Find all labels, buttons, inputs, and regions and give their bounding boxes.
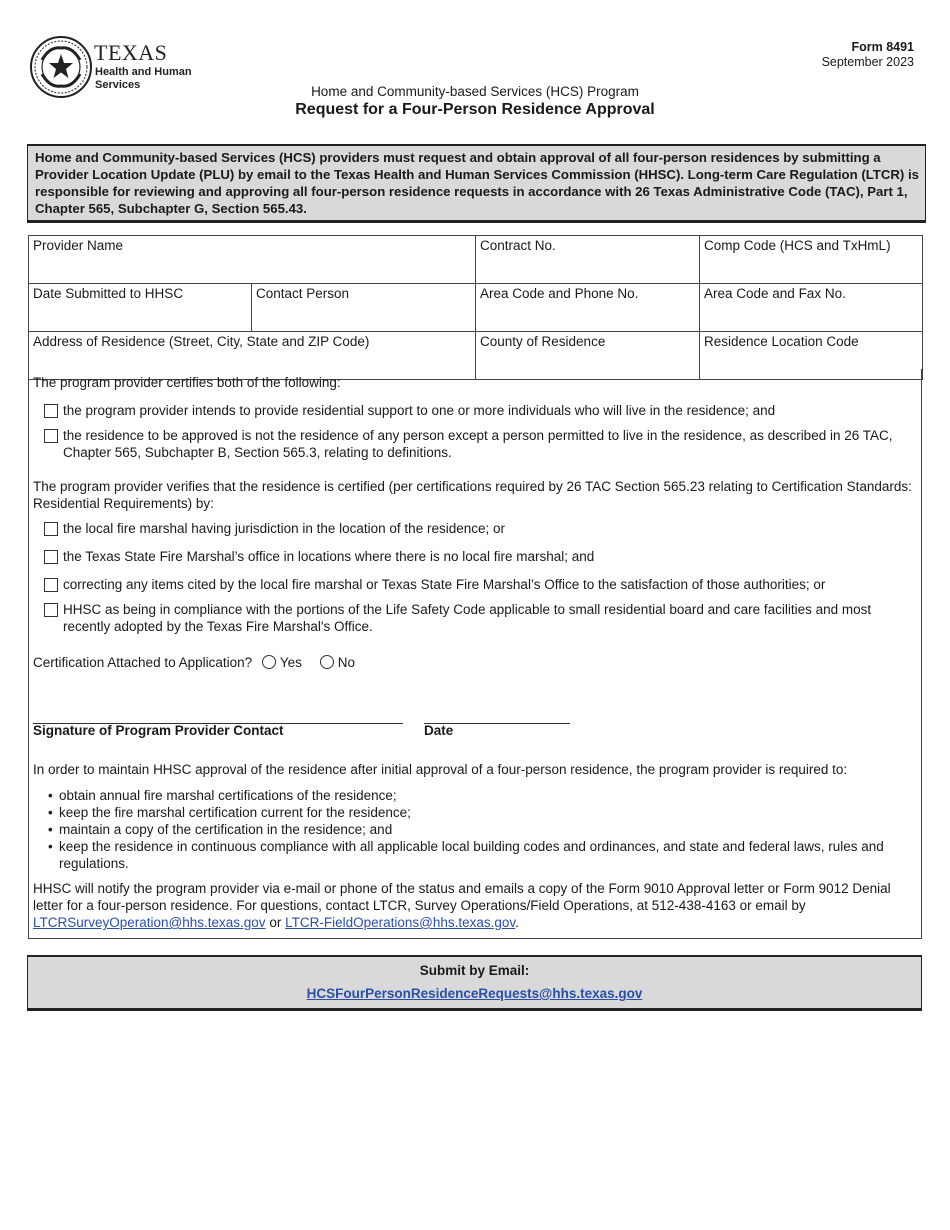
contract-no-field[interactable] (476, 236, 700, 284)
verify-checkbox-3[interactable] (44, 578, 58, 592)
notify-end: . (515, 915, 519, 930)
verify-item (44, 520, 914, 537)
attached-no-radio[interactable] (320, 655, 334, 669)
notify-paragraph (33, 880, 913, 931)
verify-checkbox-1[interactable] (44, 522, 58, 536)
verify-item (44, 576, 914, 593)
form-date: September 2023 (821, 55, 914, 69)
county-label: County of Residence (480, 334, 606, 349)
certify-text: the program provider intends to provide residential support to one or more individuals who will live in the residence; and (63, 403, 776, 418)
page-title: Request for a Four-Person Residence Approval (295, 101, 655, 118)
logo-subtitle: Health and Human Services (95, 66, 192, 91)
date-label: Date (424, 723, 454, 738)
provider-name-field[interactable] (29, 236, 476, 284)
comp-code-label: Comp Code (HCS and TxHmL) (704, 238, 891, 253)
attached-question: Certification Attached to Application? (33, 655, 253, 670)
signature-label: Signature of Program Provider Contact (33, 723, 284, 738)
provider-name-label: Provider Name (33, 238, 124, 253)
form-number-block (822, 40, 914, 70)
submit-email-link[interactable]: HCSFourPersonResidenceRequests@hhs.texas.gov (306, 986, 643, 1001)
list-item: • obtain annual fire marshal certifications of the residence; (43, 787, 915, 804)
ltcr-survey-email-link[interactable]: LTCRSurveyOperation@hhs.texas.gov (33, 915, 266, 930)
intro-notice: Home and Community-based Services (HCS) providers must request and obtain approval of all four-person residences by submitting a Provider Location Update (PLU) by email to the Texas Health and Human Services Commission (HHSC). Long-term Care Regulation (LTCR) is responsible for reviewing and approving all four-person residence requests in accordance with 26 Texas Administrative Code (TAC), Part 1, Chapter 565, Subchapter G, Section 565.43. (27, 144, 926, 223)
form-number: Form 8491 (851, 40, 914, 54)
verify-checkbox-2[interactable] (44, 550, 58, 564)
verify-text: the Texas State Fire Marshal’s office in locations where there is no local fire marshal; and (63, 549, 595, 564)
contact-person-field[interactable] (252, 284, 476, 332)
certify-text: the residence to be approved is not the residence of any person except a person permitted to live in the residence, as described in 26 TAC, Chapter 565, Subchapter B, Section 565.3, relating to definitions. (63, 428, 893, 460)
certify-item (44, 402, 914, 419)
attached-yes-label: Yes (279, 655, 302, 670)
list-item: • keep the fire marshal certification current for the residence; (43, 804, 915, 821)
provider-info-grid (28, 235, 923, 380)
comp-code-field[interactable] (700, 236, 923, 284)
fax-label: Area Code and Fax No. (704, 286, 846, 301)
phone-field[interactable] (476, 284, 700, 332)
verify-text: correcting any items cited by the local fire marshal or Texas State Fire Marshal’s Office to the satisfaction of those authorities; or (63, 577, 826, 592)
location-code-label: Residence Location Code (704, 334, 859, 349)
maintain-list (43, 787, 915, 872)
program-name: Home and Community-based Services (HCS) Program (311, 84, 639, 99)
list-item: • keep the residence in continuous compliance with all applicable local building codes and ordinances, and state and federal laws, rules and regulations. (43, 838, 915, 872)
verify-item (44, 548, 914, 565)
verify-text: HHSC as being in compliance with the portions of the Life Safety Code applicable to small residential board and care facilities and most recently adopted by the Texas Fire Marshal's Office. (63, 602, 872, 634)
submit-by-email-box (27, 955, 922, 1011)
certification-section (28, 369, 922, 939)
date-submitted-label: Date Submitted to HHSC (33, 286, 184, 301)
fax-field[interactable] (700, 284, 923, 332)
verify-checkbox-4[interactable] (44, 603, 58, 617)
attached-row (33, 654, 913, 671)
date-submitted-field[interactable] (29, 284, 252, 332)
notify-text: HHSC will notify the program provider via e-mail or phone of the status and emails a copy of the Form 9010 Approval letter or Form 9012 Denial letter for a four-person residence. For questions, contact LTCR, Survey Operations/Field Operations, at 512-438-4163 or email by (33, 881, 891, 913)
certifies-intro: The program provider certifies both of the following: (33, 375, 341, 390)
maintain-intro: In order to maintain HHSC approval of the residence after initial approval of a four-person residence, the program provider is required to: (33, 762, 848, 777)
attached-no-label: No (337, 655, 355, 670)
verify-text: the local fire marshal having jurisdiction in the location of the residence; or (63, 521, 505, 536)
certify-checkbox-1[interactable] (44, 404, 58, 418)
address-label: Address of Residence (Street, City, State and ZIP Code) (33, 334, 370, 349)
notify-or: or (269, 915, 282, 930)
logo-texas-text: TEXAS (94, 40, 168, 65)
attached-yes-radio[interactable] (262, 655, 276, 669)
certify-checkbox-2[interactable] (44, 429, 58, 443)
verify-item (44, 601, 914, 635)
submit-heading: Submit by Email: (419, 963, 530, 978)
verifies-intro: The program provider verifies that the residence is certified (per certifications required by 26 TAC Section 565.23 relating to Certification Standards: Residential Requirements) by: (33, 479, 912, 511)
ltcr-field-email-link[interactable]: LTCR-FieldOperations@hhs.texas.gov (285, 915, 516, 930)
contact-person-label: Contact Person (256, 286, 350, 301)
list-item: • maintain a copy of the certification in the residence; and (43, 821, 915, 838)
certify-item (44, 427, 914, 461)
phone-label: Area Code and Phone No. (480, 286, 639, 301)
contract-no-label: Contract No. (480, 238, 556, 253)
